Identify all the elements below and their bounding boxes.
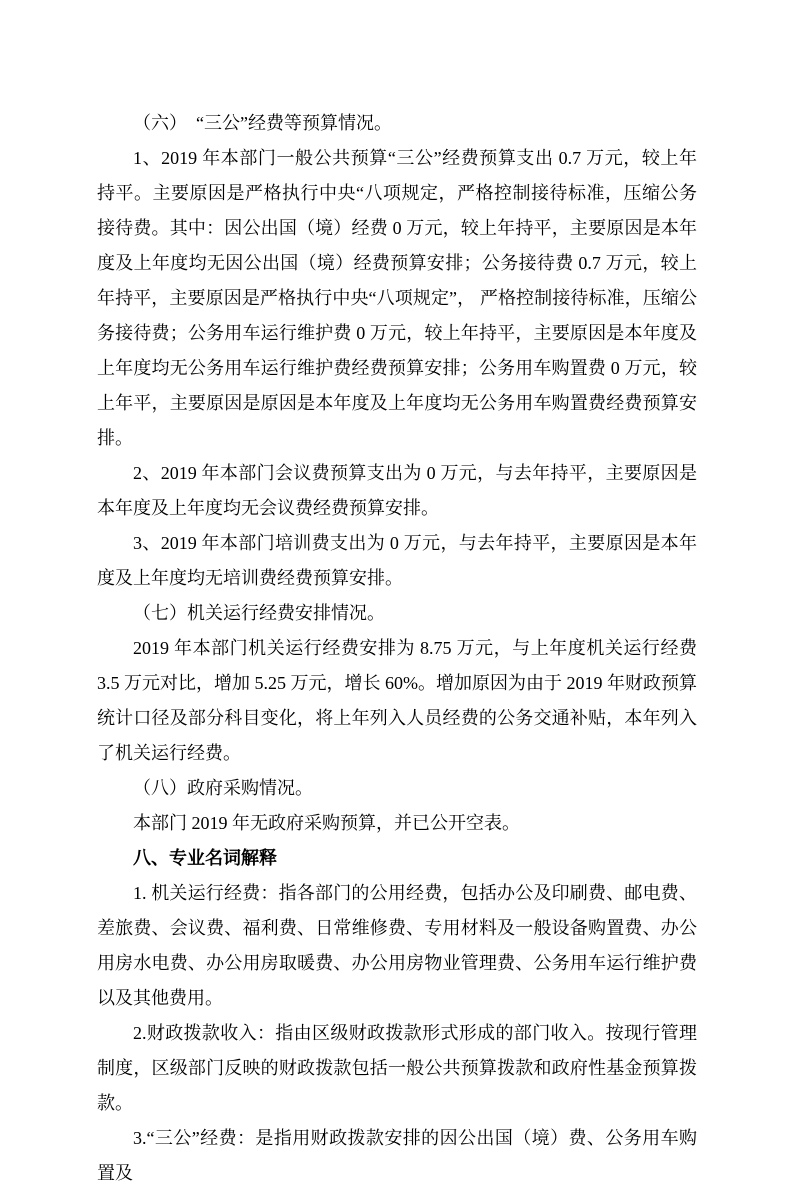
para-training-fee: 3、2019 年本部门培训费支出为 0 万元，与去年持平，主要原因是本年度及上年度均无培训费经费预算安排。 [97,533,697,588]
glossary-item-operating-expenses: 1. 机关运行经费：指各部门的公用经费，包括办公及印刷费、邮电费、差旅费、会议费、福利费、日常维修费、专用材料及一般设备购置费、办公用房水电费、办公用房取暖费、办公用房物业管理费、公务用车运行维护费以及其他费用。 [97,883,697,1008]
section-vi-heading: （六） “三公”经费等预算情况。 [133,113,392,133]
section-vii-heading: （七）机关运行经费安排情况。 [133,603,385,623]
para-government-procurement: 本部门 2019 年无政府采购预算，并已公开空表。 [133,813,520,833]
para-three-public-funds: 1、2019 年本部门一般公共预算“三公”经费预算支出 0.7 万元，较上年持平。主要原因是严格执行中央“八项规定，严格控制接待标准，压缩公务接待费。其中：因公出国（境）经费 0 万元，较上年持平，主要原因是本年度及上年度均无因公出国（境）经费预算安排；公务接待费 0.7 万元，较上年持平，主要原因是严格执行中央“八项规定”， 严格控制接待标准，压缩公务接待费；公务用车运行维护费 0 万元，较上年持平，主要原因是本年度及上年度均无公务用车运行维护费经费预算安排；公务用车购置费 0 万元，较上年平，主要原因是原因是本年度及上年度均无公务用车购置费经费预算安排。 [97,148,697,448]
para-operating-expenses: 2019 年本部门机关运行经费安排为 8.75 万元，与上年度机关运行经费 3.5 万元对比，增加 5.25 万元，增长 60%。增加原因为由于 2019 年财政预算统计口径及部分科目变化，将上年列入人员经费的公务交通补贴，本年列入了机关运行经费。 [97,638,697,763]
glossary-heading: 八、专业名词解释 [133,848,277,868]
glossary-item-fiscal-appropriation: 2.财政拨款收入：指由区级财政拨款形式形成的部门收入。按现行管理制度，区级部门反映的财政拨款包括一般公共预算拨款和政府性基金预算拨款。 [97,1023,697,1113]
glossary-item-three-public: 3.“三公”经费：是指用财政拨款安排的因公出国（境）费、公务用车购置及 [97,1128,697,1183]
section-viii-heading: （八）政府采购情况。 [133,778,313,798]
para-conference-fee: 2、2019 年本部门会议费预算支出为 0 万元，与去年持平，主要原因是本年度及上年度均无会议费经费预算安排。 [97,463,697,518]
